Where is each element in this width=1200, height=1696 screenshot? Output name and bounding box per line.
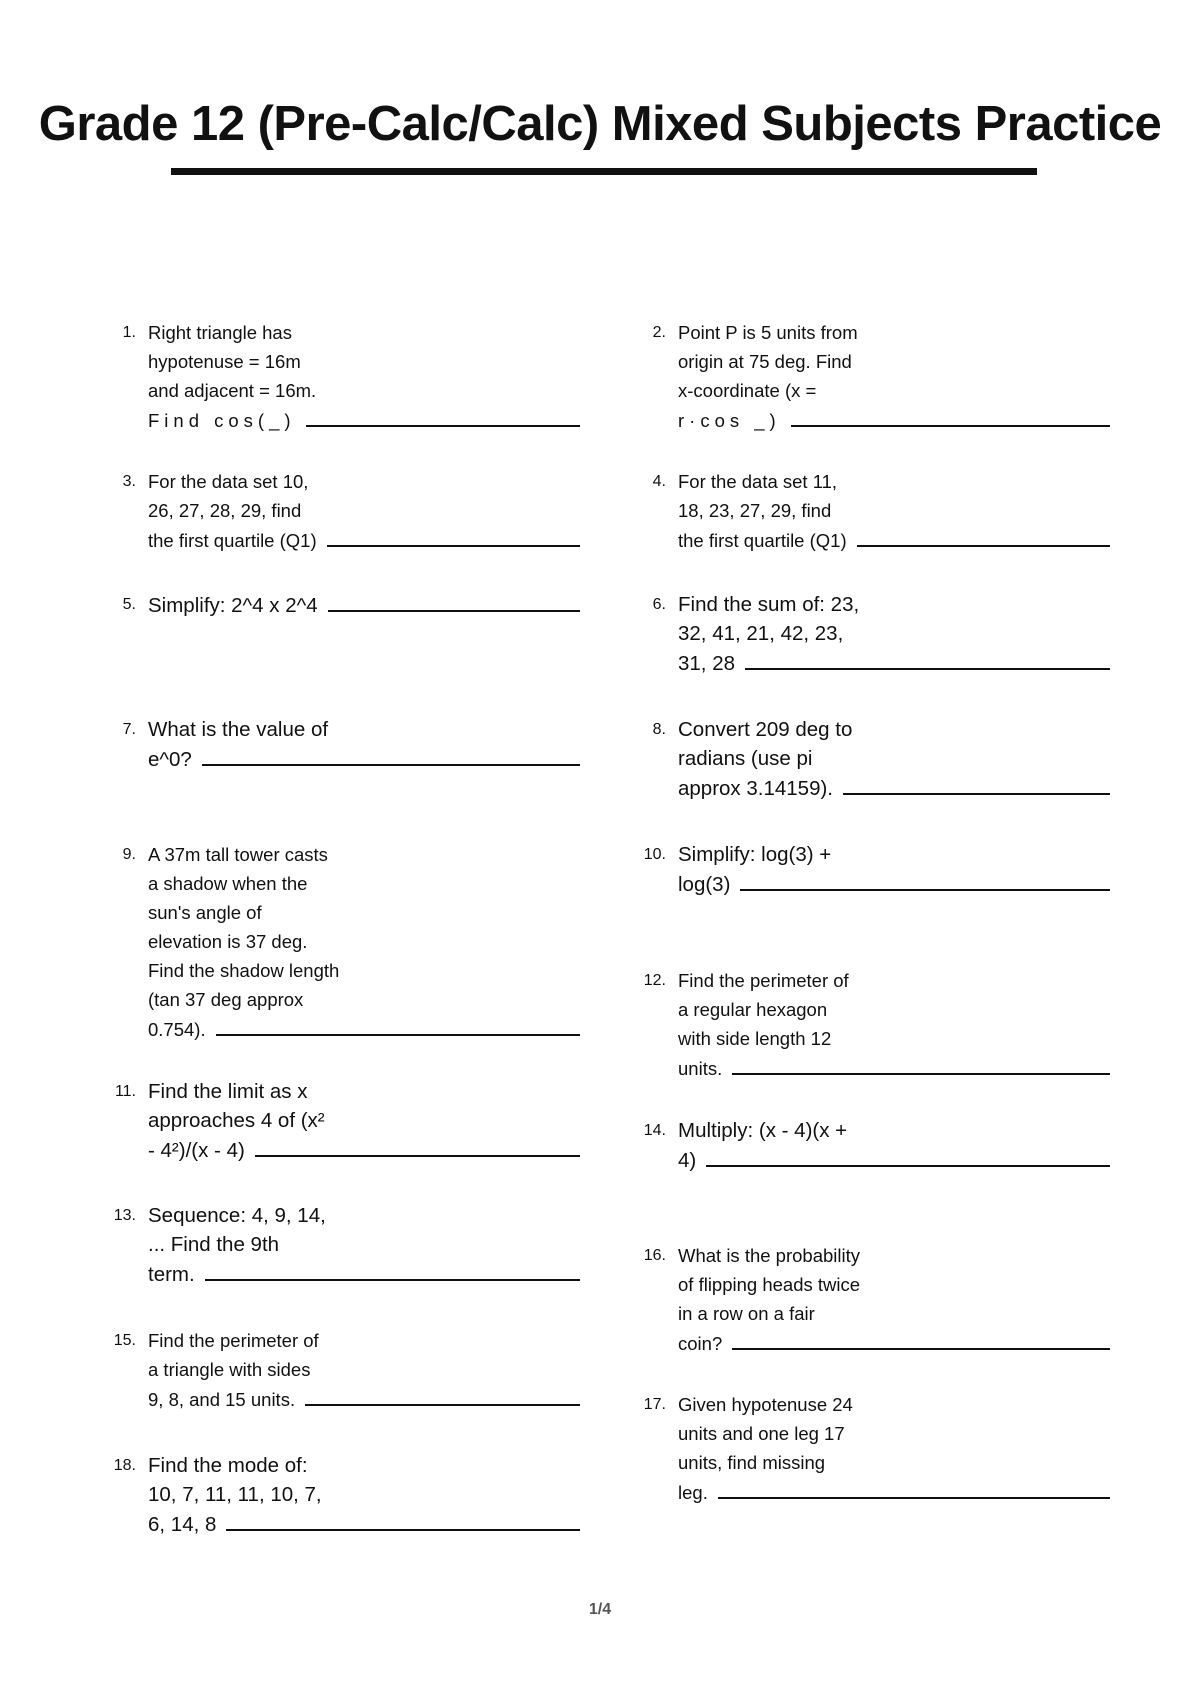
question-text-line: elevation is 37 deg. — [148, 931, 308, 952]
question-text-line: term. — [148, 1263, 195, 1286]
question-text-line: r·cos _) — [678, 410, 781, 431]
question-text-line: Point P is 5 units from — [678, 322, 858, 343]
question-number: 6. — [652, 596, 666, 613]
question-text-line: (tan 37 deg approx — [148, 989, 304, 1010]
question-text-line: Given hypotenuse 24 — [678, 1394, 853, 1415]
question-text-line: 31, 28 — [678, 652, 735, 675]
question-text-line: Find the sum of: 23, — [678, 593, 860, 616]
question-text-line: ... Find the 9th — [148, 1233, 280, 1256]
question-text-line: 6, 14, 8 — [148, 1513, 217, 1536]
page-number: 1/4 — [588, 1601, 612, 1618]
question-number: 12. — [643, 972, 666, 989]
question-number: 15. — [113, 1332, 136, 1349]
question-text-line: Convert 209 deg to — [678, 718, 853, 741]
answer-blank[interactable] — [791, 405, 1110, 427]
question-text-line: a triangle with sides — [148, 1359, 311, 1380]
question-text-line: What is the value of — [148, 718, 329, 741]
question-text-line: A 37m tall tower casts — [148, 844, 328, 865]
question-number: 8. — [652, 721, 666, 738]
answer-blank[interactable] — [732, 1053, 1110, 1075]
question-number: 17. — [643, 1396, 666, 1413]
question-number: 13. — [113, 1207, 136, 1224]
answer-blank[interactable] — [255, 1135, 580, 1157]
title-underline — [171, 168, 1037, 175]
page-title: Grade 12 (Pre-Calc/Calc) Mixed Subjects Practice — [38, 97, 1162, 151]
question-text-line: log(3) — [678, 873, 731, 896]
answer-blank[interactable] — [857, 525, 1110, 547]
question-text-line: coin? — [678, 1333, 723, 1354]
question-text-line: For the data set 11, — [678, 471, 838, 492]
question-text-line: 9, 8, and 15 units. — [148, 1389, 296, 1410]
question-number: 4. — [652, 473, 666, 490]
question-text-line: approaches 4 of (x² — [148, 1109, 325, 1132]
question-text-line: the first quartile (Q1) — [678, 530, 847, 551]
question-number: 18. — [113, 1457, 136, 1474]
question-text-line: of flipping heads twice — [678, 1274, 861, 1295]
question-text-line: units, find missing — [678, 1452, 826, 1473]
question-number: 10. — [643, 846, 666, 863]
question-text-line: 4) — [678, 1149, 697, 1172]
question-number: 9. — [122, 846, 136, 863]
answer-blank[interactable] — [305, 1384, 580, 1406]
question-text-line: radians (use pi — [678, 747, 813, 770]
answer-blank[interactable] — [226, 1509, 580, 1531]
question-text-line: units and one leg 17 — [678, 1423, 845, 1444]
question-text-line: approx 3.14159). — [678, 777, 834, 800]
question-text-line: 18, 23, 27, 29, find — [678, 500, 832, 521]
question-text-line: with side length 12 — [678, 1028, 832, 1049]
question-number: 5. — [122, 596, 136, 613]
question-number: 16. — [643, 1247, 666, 1264]
question-text-line: a regular hexagon — [678, 999, 828, 1020]
question-number: 11. — [114, 1083, 136, 1100]
answer-blank[interactable] — [205, 1259, 580, 1281]
question-text-line: a shadow when the — [148, 873, 308, 894]
question-text-line: Simplify: log(3) + — [678, 843, 832, 866]
question-text-line: Find the limit as x — [148, 1080, 308, 1103]
question-text-line: 32, 41, 21, 42, 23, — [678, 622, 844, 645]
answer-blank[interactable] — [732, 1328, 1110, 1350]
question-text-line: Find the mode of: — [148, 1454, 308, 1477]
answer-blank[interactable] — [328, 590, 580, 612]
question-text-line: For the data set 10, — [148, 471, 309, 492]
question-text-line: Sequence: 4, 9, 14, — [148, 1204, 326, 1227]
question-text-line: leg. — [678, 1482, 708, 1503]
question-text-line: units. — [678, 1058, 723, 1079]
question-number: 14. — [643, 1122, 666, 1139]
question-number: 2. — [652, 324, 666, 341]
question-text-line: and adjacent = 16m. — [148, 380, 317, 401]
question-number: 7. — [122, 721, 136, 738]
answer-blank[interactable] — [843, 773, 1110, 795]
question-text-line: 10, 7, 11, 11, 10, 7, — [148, 1483, 322, 1506]
question-text-line: in a row on a fair — [678, 1303, 815, 1324]
question-text-line: Find cos(_) — [148, 410, 296, 431]
question-number: 1. — [122, 324, 136, 341]
question-text-line: hypotenuse = 16m — [148, 351, 301, 372]
question-text-line: origin at 75 deg. Find — [678, 351, 852, 372]
answer-blank[interactable] — [718, 1477, 1110, 1499]
question-text-line: sun's angle of — [148, 902, 262, 923]
answer-blank[interactable] — [706, 1145, 1110, 1167]
answer-blank[interactable] — [216, 1014, 580, 1036]
answer-blank[interactable] — [745, 648, 1110, 670]
answer-blank[interactable] — [306, 405, 580, 427]
question-text-line: Find the perimeter of — [148, 1330, 319, 1351]
question-text-line: What is the probability — [678, 1245, 861, 1266]
question-text-line: 0.754). — [148, 1019, 206, 1040]
question-text-line: Find the shadow length — [148, 960, 340, 981]
question-text-line: e^0? — [148, 748, 192, 771]
question-text-line: x-coordinate (x = — [678, 380, 817, 401]
answer-blank[interactable] — [202, 744, 580, 766]
question-text-line: Simplify: 2^4 x 2^4 — [148, 594, 318, 617]
question-text-line: 26, 27, 28, 29, find — [148, 500, 302, 521]
answer-blank[interactable] — [740, 869, 1110, 891]
question-number: 3. — [122, 473, 136, 490]
question-text-line: - 4²)/(x - 4) — [148, 1139, 245, 1162]
answer-blank[interactable] — [327, 525, 580, 547]
question-text-line: the first quartile (Q1) — [148, 530, 317, 551]
question-text-line: Right triangle has — [148, 322, 292, 343]
question-text-line: Find the perimeter of — [678, 970, 849, 991]
question-text-line: Multiply: (x - 4)(x + — [678, 1119, 848, 1142]
